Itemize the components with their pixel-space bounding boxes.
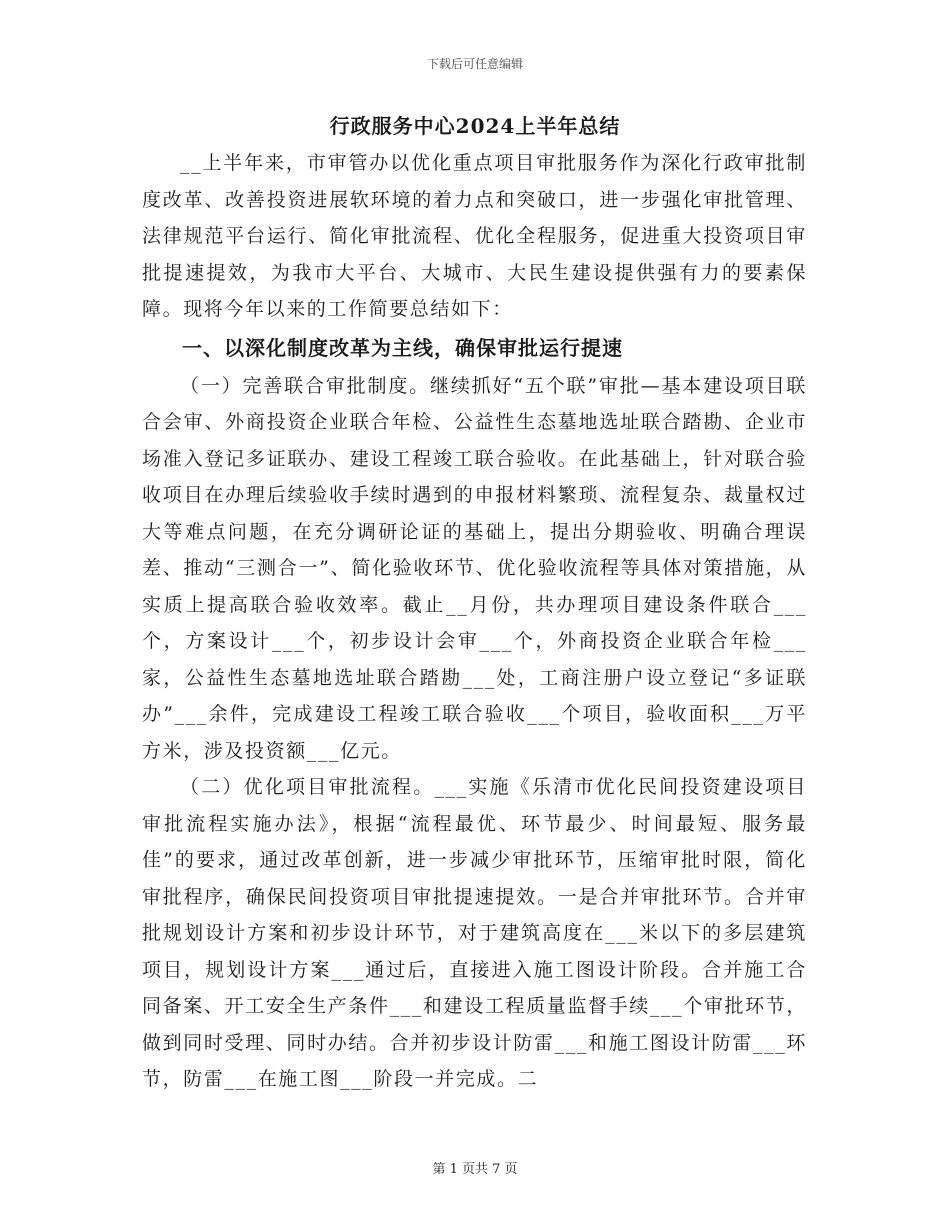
- intro-paragraph: __上半年来，市审管办以优化重点项目审批服务作为深化行政审批制度改革、改善投资进展软环境的着力点和突破口，进一步强化审批管理、法律规范平台运行、简化审批流程、优化全程服务，促进重大投资项目审批提速提效，为我市大平台、大城市、大民生建设提供强有力的要素保障。现将今年以来的工作简要总结如下：: [142, 152, 807, 320]
- document-body: [142, 145, 807, 1098]
- paragraph-1: （一）完善联合审批制度。继续抓好“五个联”审批—基本建设项目联合会审、外商投资企业联合年检、公益性生态墓地选址联合踏勘、企业市场准入登记多证联办、建设工程竣工联合验收。在此基础上，针对联合验收项目在办理后续验收手续时遇到的申报材料繁琐、流程复杂、裁量权过大等难点问题，在充分调研论证的基础上，提出分期验收、明确合理误差、推动“三测合一”、简化验收环节、优化验收流程等具体对策措施，从实质上提高联合验收效率。截止__月份，共办理项目建设条件联合___个，方案设计___个，初步设计会审___个，外商投资企业联合年检___家，公益性生态墓地选址联合踏勘___处，工商注册户设立登记“多证联办”___余件，完成建设工程竣工联合验收___个项目，验收面积___万平方米，涉及投资额___亿元。: [142, 374, 807, 762]
- document-title: 行政服务中心2024上半年总结: [329, 114, 621, 138]
- paragraph-2: （二）优化项目审批流程。___实施《乐清市优化民间投资建设项目审批流程实施办法》，根据“流程最优、环节最少、时间最短、服务最佳”的要求，通过改革创新，进一步减少审批环节，压缩审批时限，简化审批程序，确保民间投资项目审批提速提效。一是合并审批环节。合并审批规划设计方案和初步设计环节，对于建筑高度在___米以下的多层建筑项目，规划设计方案___通过后，直接进入施工图设计阶段。合并施工合同备案、开工安全生产条件___和建设工程质量监督手续___个审批环节，做到同时受理、同时办结。合并初步设计防雷___和施工图设计防雷___环节，防雷___在施工图___阶段一并完成。二: [142, 776, 807, 1090]
- section-heading-1: 一、以深化制度改革为主线，确保审批运行提速: [182, 335, 623, 360]
- page-footer: 第 1 页共 7 页: [432, 1162, 518, 1177]
- header-note: 下载后可任意编辑: [426, 57, 523, 71]
